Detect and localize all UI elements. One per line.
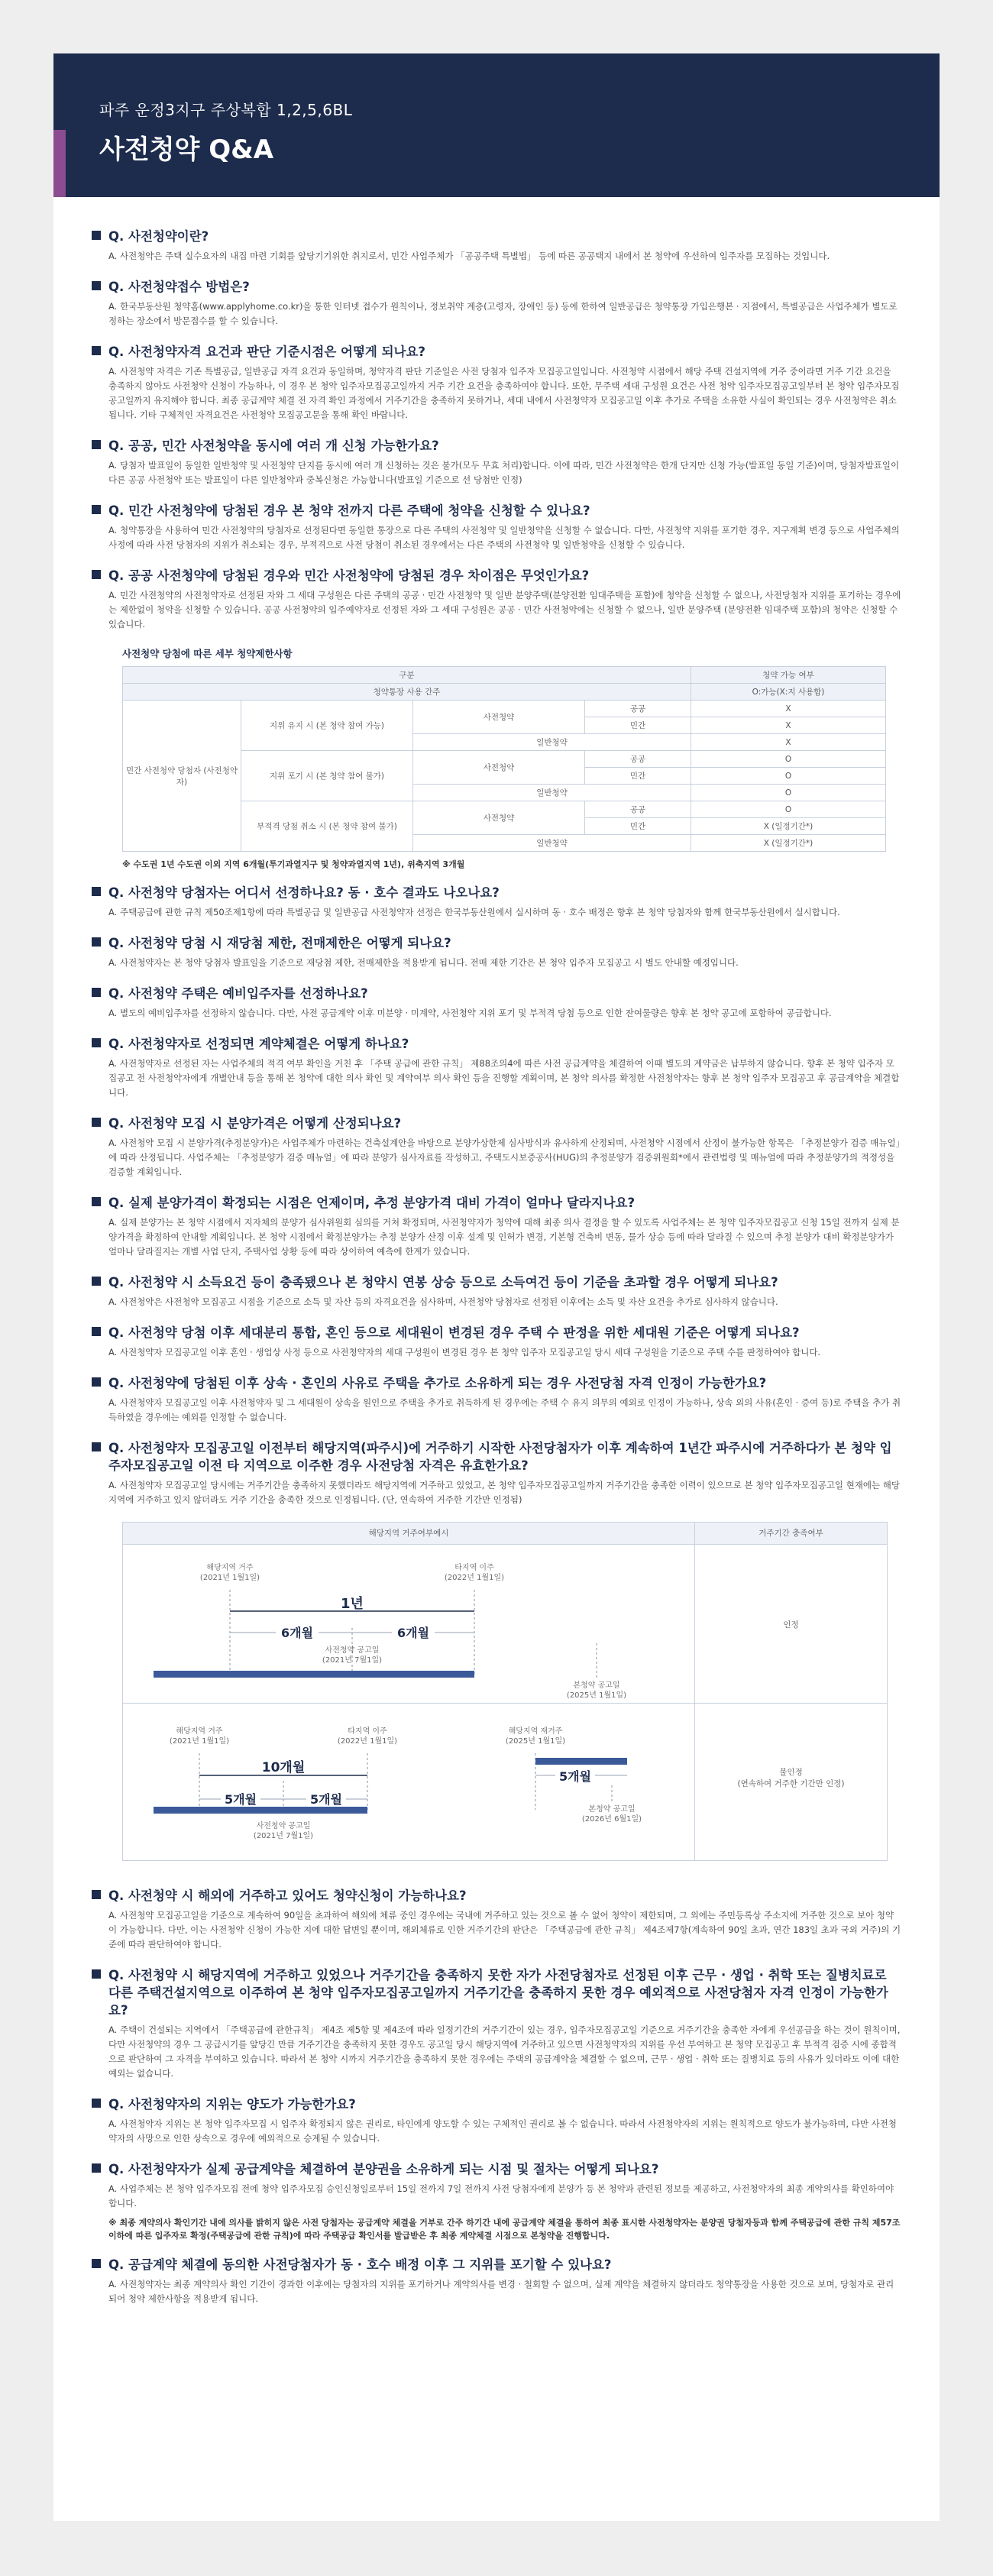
table-cell-type: 사전청약 [413,701,585,734]
table-cell-sub: 공공 [585,751,691,768]
qa-item [92,2160,901,2211]
answer: A. 사전청약은 사전청약 모집공고 시점을 기준으로 소득 및 자산 등의 자격요건을 심사하며, 사전청약 당첨자로 선정된 이후에는 소득 및 자산 요건을 추가로 심사하지 않습니다. [108,1296,778,1307]
answer: A. 실제 분양가는 본 청약 시점에서 지자체의 분양가 심사위원회 심의를 거쳐 확정되며, 사전청약자가 청약에 대해 최종 의사 결정을 할 수 있도록 사업주체는 본 청약 입주자모집공고 신청 15일 전까지 실제 분양가격을 확정하여 안내할 계획입니다. 본 청약 시점에서 확정분양가는 추정 분양가 산정 이후 설계 및 인허가 변경, 기본형 건축비 변동, 물가 상승 등에 따라 달라질 수 있으며 추정 분양가 대비 확정분양가가 얼마나 달라질지는 개별 사업 단지, 주택사업 상황 등에 따라 상이하여 예측에 한계가 있습니다. [108,1217,900,1257]
answer: A. 주택공급에 관한 규칙 제50조제1항에 따라 특별공급 및 일반공급 사전청약자 선정은 한국부동산원에서 실시하며 동 · 호수 배정은 향후 본 청약 당첨자와 함께 한국부동산원에서 실시합니다. [108,907,840,917]
answer: A. 사전청약자 모집공고일 당시에는 거주기간을 충족하지 못했더라도 해당지역에 거주하고 있었고, 본 청약 입주자모집공고일까지 거주기간을 충족한 이력이 있으므로 본 청약 입주자모집공고일 현재에는 해당지역에 거주하고 있지 않더라도 거주 기간을 충족한 것으로 인정됩니다. (단, 연속하여 거주한 기간만 인정됨) [108,1480,900,1505]
case1-main-label: 본청약 공고일 (2025년 1월1일) [566,1681,627,1700]
qa-item [92,985,901,1021]
qa-item [92,1966,901,2081]
answer: A. 사전청약자 모집공고일 이후 혼인 · 생업상 사정 등으로 사전청약자의 세대 구성원이 변경된 경우 본 청약 입주자 모집공고일 당시 세대 구성원을 기준으로 주택 수를 판정하여야 합니다. [108,1347,821,1358]
answer: A. 사전청약 자격은 기존 특별공급, 일반공급 자격 요건과 동일하며, 청약자격 판단 기준일은 사전 당첨자 입주자 모집공고일입니다. 사전청약 시점에서 해당 주택 건설지역에 거주 중이라면 거주 기간 요건을 충족하지 않아도 사전청약 신청이 가능하나, 이 경우 본 청약 입주자모집공고일까지 거주 기간 요건을 충족하여야 합니다. 또한, 무주택 세대 구성원 요건은 사전 청약 입주자모집공고일부터 본 청약 입주자모집공고일까지 유지해야 합니다. 최종 공급계약 체결 전 자격 확인 과정에서 거주기간을 충족하지 못하거나, 세대 내에서 사전청약자 모집공고일 이후 추가로 주택을 소유한 사실이 확인되는 경우 사전청약은 취소됩니다. 기타 구체적인 자격요건은 사전청약 모집공고문을 통해 확인 바랍니다. [108,366,900,420]
qa-item [92,228,901,264]
table-note: ※ 수도권 1년 수도권 이외 지역 6개월(투기과열지구 및 청약과열지역 1년), 위축지역 3개월 [122,859,465,869]
page-title: 사전청약 Q&A [99,134,274,165]
answer: A. 사업주체는 본 청약 입주자모집 전에 청약 입주자모집 승인신청일로부터 15일 전까지 7일 전까지 사전 당첨자에게 분양가 등 본 청약과 관련된 정보를 제공하고, 사전청약자의 최종 계약의사를 확인하여야 합니다. [108,2183,894,2209]
case1-a-label: 6개월 [280,1626,314,1640]
question: Q. 사전청약자격 요건과 판단 기준시점은 어떻게 되나요? [92,343,901,361]
question: Q. 사전청약 모집 시 분양가격은 어떻게 산정되나요? [92,1115,901,1132]
diagram-svg [123,1544,694,1860]
answer: A. 한국부동산원 청약홈(www.applyhome.co.kr)을 통한 인터넷 접수가 원칙이나, 정보취약 계층(고령자, 장애인 등) 등에 한하여 일반공급은 청약통장 가입은행본 · 지점에서, 특별공급은 사업주체가 별도로 정하는 장소에서 방문접수를 할 수 있습니다. [108,301,898,326]
question: Q. 사전청약자의 지위는 양도가 가능한가요? [92,2095,901,2113]
answer: A. 주택이 건설되는 지역에서 「주택공급에 관한규칙」 제4조 제5항 및 제4조에 따라 일정기간의 거주기간이 있는 경우, 입주자모집공고일 기준으로 거주기간을 충족한 자에게 우선공급을 하는 것이 원칙이며, 다만 사전청약의 경우 그 공급시기를 앞당긴 만큼 거주기간을 충족하지 못한 경우도 공고일 당시 해당지역에 거주하고 있으면 사전청약자의 지위를 우선 부여하고 본 청약 모집공고 후 부적격 검증 시에 종합적으로 판단하여 그 자격을 부여하고 있습니다. 따라서 본 청약 시까지 거주기간을 충족하지 못한 경우에는 주택의 공급계약을 체결할 수 없으며, 근무 · 생업 · 취학 또는 질병치료 등의 사유가 있더라도 이에 대한 예외는 없습니다. [108,2024,901,2079]
question: Q. 사전청약이란? [92,228,901,245]
table-header-col: 청약 가능 여부 [691,667,886,684]
answer: A. 청약통장을 사용하여 민간 사전청약의 당첨자로 선정된다면 동일한 통장으로 다른 주택의 사전청약 및 일반청약을 신청할 수 없습니다. 다만, 사전청약 지위를 포기한 경우, 지구계획 변경 등으로 사업주체의 사정에 따라 사전 당첨자의 지위가 취소되는 경우, 부적격으로 사전 당첨이 취소된 경우에서는 다른 주택의 사전청약 및 일반청약을 신청할 수 있습니다. [108,525,900,550]
qa-item [92,1374,901,1425]
table-cell-value: O [691,785,886,801]
table-cell-value: O [691,751,886,768]
question: Q. 사전청약 당첨자는 어디서 선정하나요? 동 · 호수 결과도 나오나요? [92,884,901,901]
table-cell-type: 사전청약 [413,801,585,835]
question: Q. 사전청약 주택은 예비입주자를 선정하나요? [92,985,901,1002]
qa-item [92,343,901,422]
table-cell-sub: 민간 [585,768,691,785]
table-cell-sub: 민간 [585,717,691,734]
question: Q. 사전청약자가 실제 공급계약을 체결하여 분양권을 소유하게 되는 시점 및 절차는 어떻게 되나요? [92,2160,901,2178]
case2-b-label: 5개월 [309,1792,343,1807]
qa-item [92,934,901,970]
qa-item [92,278,901,328]
table-cell-sub: 공공 [585,801,691,818]
table-cell-value: X [691,717,886,734]
question: Q. 사전청약에 당첨된 이후 상속 · 혼인의 사유로 주택을 추가로 소유하게 되는 경우 사전당첨 자격 인정이 가능한가요? [92,1374,901,1392]
question: Q. 실제 분양가격이 확정되는 시점은 언제이며, 추정 분양가격 대비 가격이 얼마나 달라지나요? [92,1194,901,1212]
table-cell-value: O [691,768,886,785]
residence-diagram [122,1522,888,1861]
qa-item [92,1439,901,1507]
header-subtitle: 파주 운정3지구 주상복합 1,2,5,6BL [99,101,353,119]
final-note: ※ 최종 계약의사 확인기간 내에 의사를 밝히지 않은 사전 당첨자는 공급계약 체결을 거부로 간주 하기간 내에 공급계약 체결을 통하여 최종 표시한 사전청약자는 분양권 당첨자등과 함께 주택공급에 관한 규칙 제57조 이하에 따른 입주자로 확정(주택공급에 관한 규칙)에 따라 주택공급 확인서를 발급받은 후 최종 계약체결 시점으로 본청약을 진행합니다. [108,2218,901,2241]
case2-main-label: 본청약 공고일 (2026년 6월1일) [581,1805,642,1824]
question: Q. 사전청약 시 해당지역에 거주하고 있었으나 거주기간을 충족하지 못한 자가 사전당첨자로 선정된 이후 근무 · 생업 · 취학 또는 질병치료로 다른 주택건설지역으로 이주하여 본 청약 입주자모집공고일까지 거주기간을 충족하지 못한 경우 예외적으로 사전당첨자 자격 인정이 가능한가요? [92,1966,901,2019]
table-cell-value: X [691,701,886,717]
table-group-label: 지위 유지 시 (본 청약 참여 가능) [241,701,413,751]
qa-content [92,228,901,2321]
qa-item [92,1194,901,1259]
table-header-sub: 청약통장 사용 간주 [123,684,691,701]
question: Q. 공급계약 체결에 동의한 사전당첨자가 동 · 호수 배정 이후 그 지위를 포기할 수 있나요? [92,2256,901,2273]
table-group-label: 부적격 당첨 취소 시 (본 청약 참여 불가) [241,801,413,852]
table-row [123,701,886,717]
answer: A. 사전청약은 주택 실수요자의 내집 마련 기회를 앞당기기위한 취지로서, 민간 사업주체가 「공공주택 특별법」 등에 따른 공공택지 내에서 본 청약에 우선하여 입주자를 모집하는 것입니다. [108,251,830,261]
table-cell-value: X [691,734,886,751]
case2-a-label: 5개월 [224,1792,257,1807]
qa-item [92,884,901,920]
answer: A. 사전청약자는 최종 계약의사 확인 기간이 경과한 이후에는 당첨자의 지위를 포기하거나 계약의사를 변경 · 철회할 수 없으며, 실제 계약을 체결하지 않더라도 청약통장을 사용한 것으로 보며, 당첨자로 관리되어 청약 제한사항을 적용받게 됩니다. [108,2279,894,2304]
header-accent-stripe [53,130,66,197]
qa-item [92,1115,901,1180]
table-cell-type: 일반청약 [413,734,691,751]
qa-card [53,53,940,2521]
question: Q. 사전청약 시 소득요건 등이 충족됐으나 본 청약시 연봉 상승 등으로 소득여건 등이 기준을 초과할 경우 어떻게 되나요? [92,1273,901,1291]
qa-item [92,437,901,487]
case1-span-label: 1년 [341,1596,364,1612]
question: Q. 사전청약자 모집공고일 이전부터 해당지역(파주시)에 거주하기 시작한 사전당첨자가 이후 계속하여 1년간 파주시에 거주하다가 본 청약 입주자모집공고일 이전 타 지역으로 이주한 경우 사전당첨 자격은 유효한가요? [92,1439,901,1474]
table-cell-type: 일반청약 [413,785,691,801]
case1-notice-label: 사전청약 공고일 (2021년 7월1일) [322,1646,383,1665]
case1-move-label: 타지역 이주 (2022년 1월1일) [444,1564,505,1582]
answer: A. 민간 사전청약의 사전청약자로 선정된 자와 그 세대 구성원은 다른 주택의 공공 · 민간 사전청약 및 일반 분양주택(분양전환 임대주택을 포함)에 청약을 신청할 수 없으나, 사전당첨자 지위를 포기하는 경우에는 제한없이 청약을 신청할 수 있습니다. 공공 사전청약의 입주예약자로 선정된 자와 그 세대 구성원은 공공 · 민간 사전청약에는 신청할 수 없으나, 일반 분양주택 (분양전환 임대주택 포함)의 청약은 신청할 수 있습니다. [108,590,901,629]
question: Q. 사전청약 당첨 시 재당첨 제한, 전매제한은 어떻게 되나요? [92,934,901,952]
qa-item [92,2256,901,2306]
qa-item [92,1887,901,1952]
diagram-header-left: 해당지역 거주여부예시 [123,1523,695,1545]
answer: A. 사전청약 모집공고일을 기준으로 계속하여 90일을 초과하여 해외에 체류 중인 경우에는 국내에 거주하고 있는 것으로 볼 수 없어 청약이 제한되며, 그 외에는 주민등록상 주소지에 거주한 것으로 보아 청약이 가능합니다. 다만, 이는 사전청약 신청이 가능한 지에 대한 답변일 뿐이며, 해외체류로 인한 거주기간의 판단은 「주택공급에 관한 규칙」 제4조제7항(계속하여 90일 초과, 연간 183일 초과 국외 거주)의 기준에 따라 판단하여야 합니다. [108,1910,901,1950]
answer: A. 사전청약자로 선정된 자는 사업주체의 적격 여부 확인을 거친 후 「주택 공급에 관한 규칙」 제88조의4에 따른 사전 공급계약을 체결하여 이때 별도의 계약금은 납부하지 않습니다. 향후 본 청약 입주자 모집공고 전 사전청약자에게 개별안내 등을 통해 본 청약에 대한 의사 확인 및 계약여부 의사 확인 등을 진행할 계획이며, 본 청약 의사를 확정한 사전청약자는 향후 본 청약 입주자 모집공고 후 공급계약을 체결합니다. [108,1058,900,1098]
case2-move-label: 타지역 이주 (2022년 1월1일) [337,1727,398,1746]
table-cell-sub: 민간 [585,818,691,835]
table-cell-value: X (일정기간*) [691,818,886,835]
qa-item [92,1035,901,1100]
qa-item [92,1324,901,1360]
case2-bar-a [154,1807,367,1814]
table-left-label: 민간 사전청약 당첨자 (사전청약자) [123,701,241,852]
qa-item [92,1273,901,1309]
question: Q. 민간 사전청약에 당첨된 경우 본 청약 전까지 다른 주택에 청약을 신청할 수 있나요? [92,502,901,519]
case2-return-label: 해당지역 재거주 (2025년 1월1일) [505,1727,566,1746]
table-cell-sub: 공공 [585,701,691,717]
table-header-group: 구분 [123,667,691,684]
case2-notice-label: 사전청약 공고일 (2021년 7월1일) [253,1822,314,1840]
table-header-col-sub: O:가능(X:지 사용함) [691,684,886,701]
case2-result: 불인정 (연속하여 거주한 기간만 인정) [737,1768,845,1788]
table-cell-value: O [691,801,886,818]
case1-b-label: 6개월 [396,1626,430,1640]
answer: A. 사전청약자 모집공고일 이후 사전청약자 및 그 세대원이 상속을 원인으로 주택을 추가로 취득하게 된 경우에는 주택 수 유지 의무의 예외로 인정이 가능하나, 상속 외의 사유(혼인 · 증여 등)로 주택을 추가 취득하였을 경우에는 예외를 인정할 수 없습니다. [108,1397,901,1422]
question: Q. 사전청약 당첨 이후 세대분리 통합, 혼인 등으로 세대원이 변경된 경우 주택 수 판정을 위한 세대원 기준은 어떻게 되나요? [92,1324,901,1341]
question: Q. 사전청약자로 선정되면 계약체결은 어떻게 하나요? [92,1035,901,1053]
case1-bar [154,1671,474,1678]
table-cell-type: 일반청약 [413,835,691,852]
answer: A. 사전청약자는 본 청약 당첨자 발표일을 기준으로 재당첨 제한, 전매제한을 적용받게 됩니다. 전매 제한 기간은 본 청약 입주자 모집공고 시 별도 안내할 예정입니다. [108,957,739,968]
limit-table-title: 사전청약 당첨에 따른 세부 청약제한사항 [122,648,293,659]
question: Q. 사전청약 시 해외에 거주하고 있어도 청약신청이 가능하나요? [92,1887,901,1904]
case2-bar-b [535,1758,627,1765]
qa-item [92,502,901,552]
answer: A. 사전청약 모집 시 분양가격(추정분양가)은 사업주체가 마련하는 건축설계안을 바탕으로 분양가상한제 심사방식과 유사하게 산정되며, 사전청약 시점에서 산정이 불가능한 항목은 「추정분양가 검증 매뉴얼」에 따라 산정됩니다. 사업주체는 「추정분양가 검증 매뉴얼」에 따라 분양가 심사자료를 작성하고, 주택도시보증공사(HUG)의 추정분양가 검증위원회*에서 관련법령 및 매뉴얼에 따라 추정분양가의 적정성을 검증할 계획입니다. [108,1138,901,1177]
answer: A. 사전청약자 지위는 본 청약 입주자모집 시 입주자 확정되지 않은 권리로, 타인에게 양도할 수 있는 구체적인 권리로 볼 수 없습니다. 따라서 사전청약자의 지위는 원칙적으로 양도가 불가능하며, 다만 사전청약자의 사망으로 인한 상속으로 경우에 예외적으로 승계될 수 있습니다. [108,2118,897,2144]
question: Q. 공공, 민간 사전청약을 동시에 여러 개 신청 가능한가요? [92,437,901,455]
diagram-header-right: 거주기간 충족여부 [695,1523,887,1545]
table-cell-type: 사전청약 [413,751,585,785]
case2-c-label: 5개월 [558,1769,592,1784]
header-banner [53,53,940,197]
qa-item [92,2095,901,2146]
table-cell-value: X (일정기간*) [691,835,886,852]
qa-item [92,567,901,632]
question: Q. 사전청약접수 방법은? [92,278,901,296]
limit-table [122,666,886,852]
answer: A. 별도의 예비입주자를 선정하지 않습니다. 다만, 사전 공급계약 이후 미분양 · 미계약, 사전청약 지위 포기 및 부적격 당첨 등으로 인한 잔여물량은 향후 본 청약 공고에 포함하여 공급합니다. [108,1008,832,1018]
case1-start-label: 해당지역 거주 (2021년 1월1일) [199,1564,260,1582]
question: Q. 공공 사전청약에 당첨된 경우와 민간 사전청약에 당첨된 경우 차이점은 무엇인가요? [92,567,901,584]
answer: A. 당첨자 발표일이 동일한 일반청약 및 사전청약 단지를 동시에 여러 개 신청하는 것은 불가(모두 무효 처리)합니다. 이에 따라, 민간 사전청약은 한개 단지만 신청 가능(발표일 동일 기준)이며, 당첨자발표일이 다른 공공 사전청약 또는 발표일이 다른 일반청약과 중복신청은 가능합니다(발표일 기준으로 선 당첨만 인정) [108,460,900,485]
case1-result: 인정 [783,1620,799,1629]
diagram-divider [694,1544,695,1860]
table-group-label: 지위 포기 시 (본 청약 참여 불가) [241,751,413,801]
case2-span-label: 10개월 [261,1760,306,1775]
case2-start-label: 해당지역 거주 (2021년 1월1일) [169,1727,230,1746]
